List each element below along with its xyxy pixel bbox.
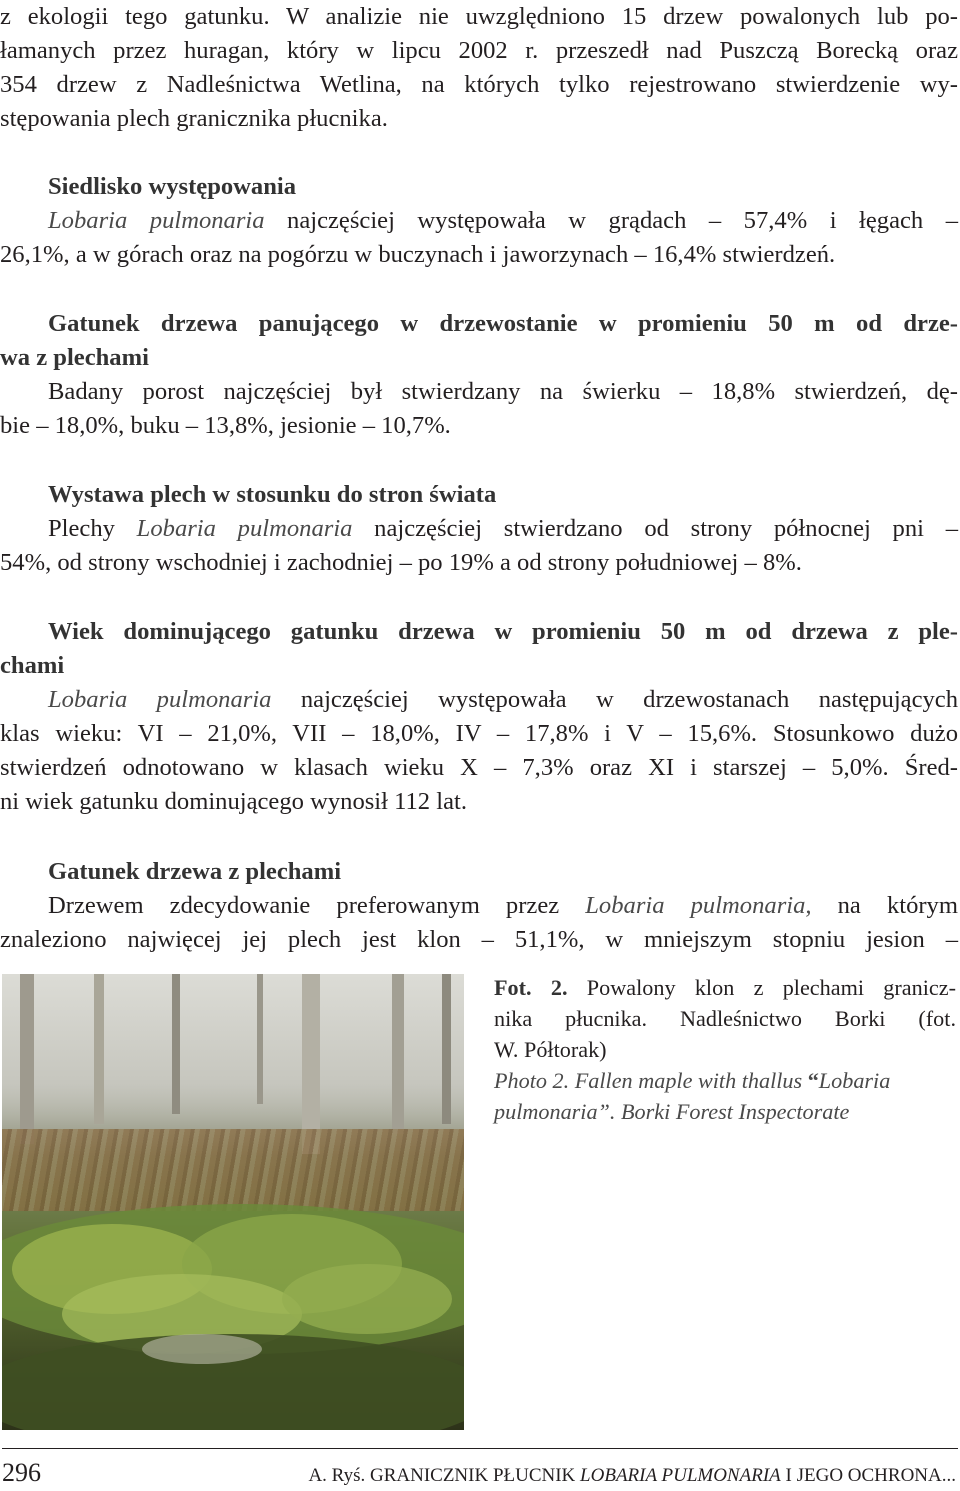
species-name: Lobaria pulmonaria xyxy=(48,686,272,713)
age-line-2: klas wieku: VI – 21,0%, VII – 18,0%, IV – 17,8% i V – 15,6%. Stosunkowo dużo xyxy=(0,720,958,747)
caption-line-2: nika płucnika. Nadleśnictwo Borki (fot. xyxy=(494,1006,956,1031)
caption-line-1: Fot. 2. Powalony klon z plechami granicz- xyxy=(494,975,956,1000)
age-line-1: Lobaria pulmonaria najczęściej występowała w drzewostanach następujących xyxy=(48,686,958,713)
exposure-line-1: Plechy Lobaria pulmonaria najczęściej stwierdzano od strony północnej pni – xyxy=(48,515,958,542)
species-name: Lobaria pulmonaria xyxy=(48,207,265,234)
host-tree-line-2: znaleziono najwięcej jej plech jest klon – 51,1%, w mniejszym stopniu jesion – xyxy=(0,926,958,953)
age-line-3: stwierdzeń odnotowano w klasach wieku X – 7,3% oraz XI i starszej – 5,0%. Śred- xyxy=(0,754,958,781)
habitat-line-2: 26,1%, a w górach oraz na pogórzu w buczynach i jaworzynach – 16,4% stwierdzeń. xyxy=(0,241,836,268)
age-heading-2: chami xyxy=(0,652,65,679)
running-footer: A. Ryś. GRANICZNIK PŁUCNIK LOBARIA PULMONARIA I JEGO OCHRONA... xyxy=(308,1465,956,1486)
habitat-heading: Siedlisko występowania xyxy=(48,173,297,200)
caption-label: Fot. 2. xyxy=(494,975,568,1000)
intro-line-1: z ekologii tego gatunku. W analizie nie uwzględniono 15 drzew powalonych lub po- xyxy=(0,3,958,30)
host-tree-line-1: Drzewem zdecydowanie preferowanym przez Lobaria pulmonaria, na którym xyxy=(48,892,958,919)
dominant-species-line-2: bie – 18,0%, buku – 13,8%, jesionie – 10,7%. xyxy=(0,412,451,439)
age-line-4: ni wiek gatunku dominującego wynosił 112 lat. xyxy=(0,788,467,815)
dominant-species-heading-2: wa z plechami xyxy=(0,344,149,371)
dominant-species-line-1: Badany porost najczęściej był stwierdzany na świerku – 18,8% stwierdzeń, dę- xyxy=(48,378,958,405)
age-heading-1: Wiek dominującego gatunku drzewa w promieniu 50 m od drzewa z ple- xyxy=(48,618,958,645)
caption-en-line-2: pulmonaria”. Borki Forest Inspectorate xyxy=(494,1099,850,1124)
intro-line-4: stępowania plech granicznika płucnika. xyxy=(0,105,388,132)
footer-rule xyxy=(2,1448,958,1449)
exposure-heading: Wystawa plech w stosunku do stron świata xyxy=(48,481,497,508)
species-name: Lobaria pulmonaria, xyxy=(585,892,812,919)
exposure-line-2: 54%, od strony wschodniej i zachodniej – po 19% a od strony południowej – 8%. xyxy=(0,549,802,576)
photo-fallen-maple xyxy=(2,974,464,1430)
species-name: Lobaria pulmonaria xyxy=(136,515,353,542)
caption-en-line-1: Photo 2. Fallen maple with thallus “Lobaria xyxy=(494,1068,891,1093)
dominant-species-heading-1: Gatunek drzewa panującego w drzewostanie w promieniu 50 m od drze- xyxy=(48,310,958,337)
host-tree-heading: Gatunek drzewa z plechami xyxy=(48,858,342,885)
footer-author: A. Ryś. xyxy=(308,1465,366,1486)
caption-line-3: W. Półtorak) xyxy=(494,1037,607,1062)
intro-line-3: 354 drzew z Nadleśnictwa Wetlina, na których tylko rejestrowano stwierdzenie wy- xyxy=(0,71,958,98)
page-number: 296 xyxy=(2,1458,41,1487)
intro-line-2: łamanych przez huragan, który w lipcu 2002 r. przeszedł nad Puszczą Borecką oraz xyxy=(0,37,958,64)
habitat-line-1: Lobaria pulmonaria najczęściej występowała w grądach – 57,4% i łęgach – xyxy=(48,207,958,234)
footer-species: LOBARIA PULMONARIA xyxy=(580,1465,781,1486)
